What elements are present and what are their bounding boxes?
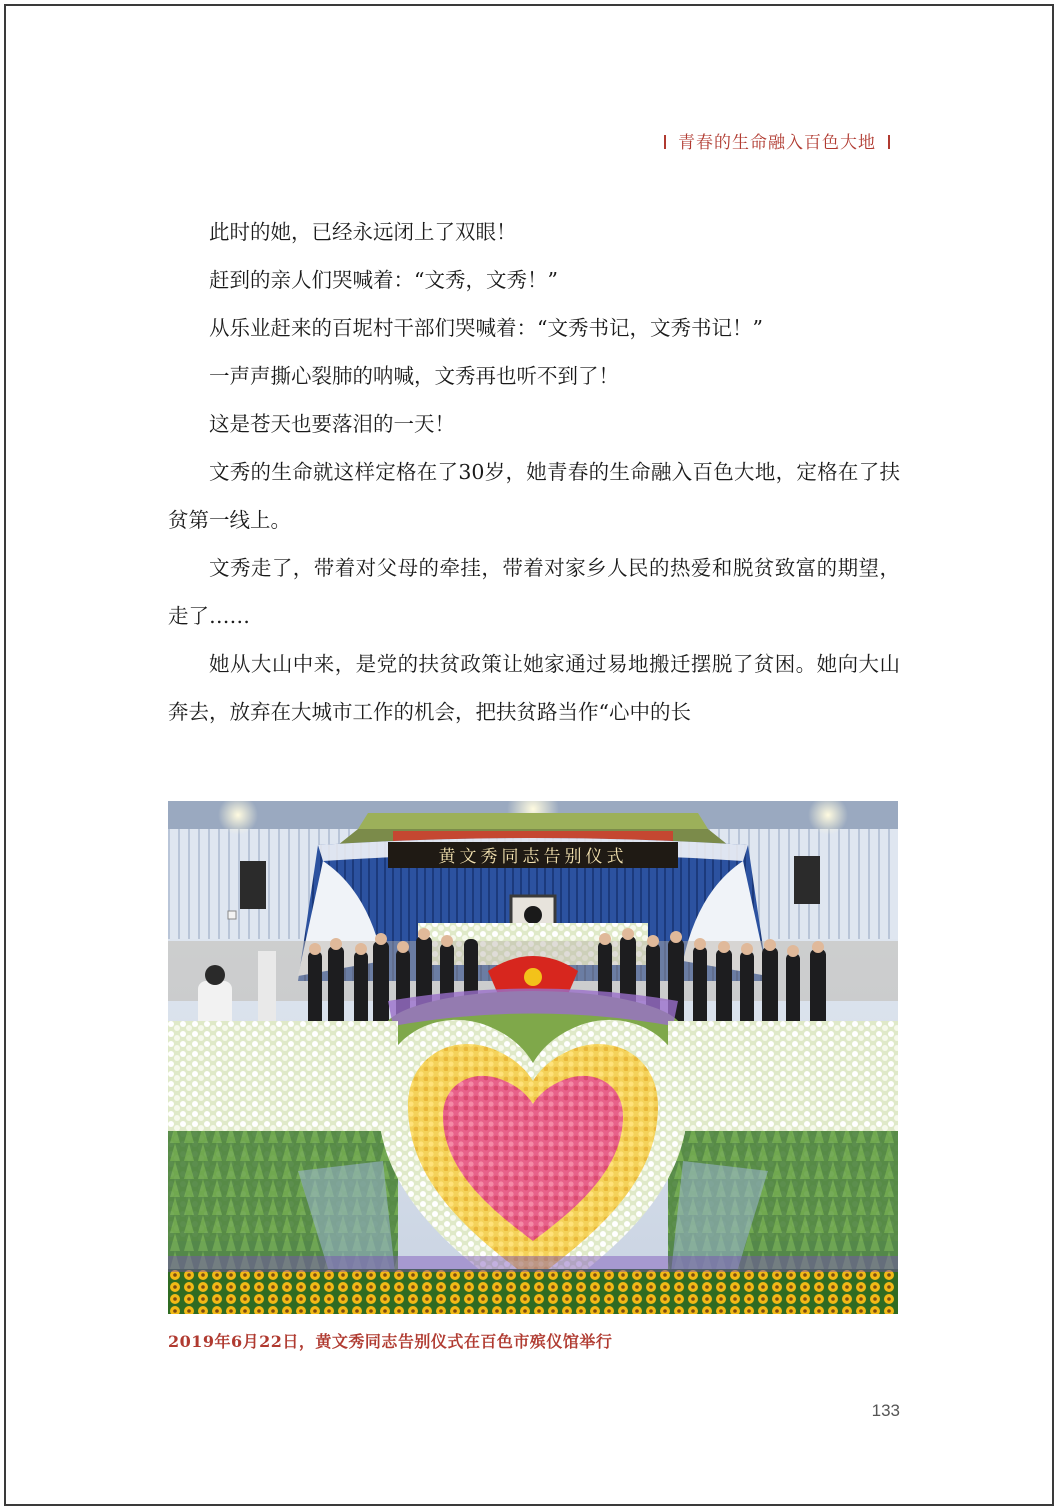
running-header [652, 128, 902, 153]
running-title: 青春的生命融入百色大地 [678, 133, 876, 153]
photo-caption: 2019年6月22日，黄文秀同志告别仪式在百色市殡仪馆举行 [168, 1332, 613, 1351]
memorial-banner-text: 黄文秀同志告别仪式 [438, 847, 628, 867]
paragraph: 这是苍天也要落泪的一天！ [209, 412, 455, 436]
paragraph: 赶到的亲人们哭喊着：“文秀，文秀！” [209, 268, 558, 292]
page-number: 133 [871, 1401, 900, 1420]
memorial-photo [168, 801, 898, 1314]
paragraph: 从乐业赶来的百坭村干部们哭喊着：“文秀书记，文秀书记！” [209, 316, 763, 340]
memorial-photo-illustration [168, 801, 898, 1314]
header-bar-right [888, 135, 890, 149]
paragraph: 此时的她，已经永远闭上了双眼！ [209, 220, 517, 244]
paragraph: 文秀走了，带着对父母的牵挂，带着对家乡人民的热爱和脱贫致富的期望，走了…… [168, 556, 900, 628]
header-bar-left [664, 135, 666, 149]
paragraph: 她从大山中来，是党的扶贫政策让她家通过易地搬迁摆脱了贫困。她向大山奔去，放弃在大城市工作的机会，把扶贫路当作“心中的长 [168, 652, 900, 724]
paragraph: 一声声撕心裂肺的呐喊，文秀再也听不到了！ [209, 364, 619, 388]
paragraph: 文秀的生命就这样定格在了30岁，她青春的生命融入百色大地，定格在了扶贫第一线上。 [168, 460, 900, 532]
body-text [168, 208, 900, 736]
